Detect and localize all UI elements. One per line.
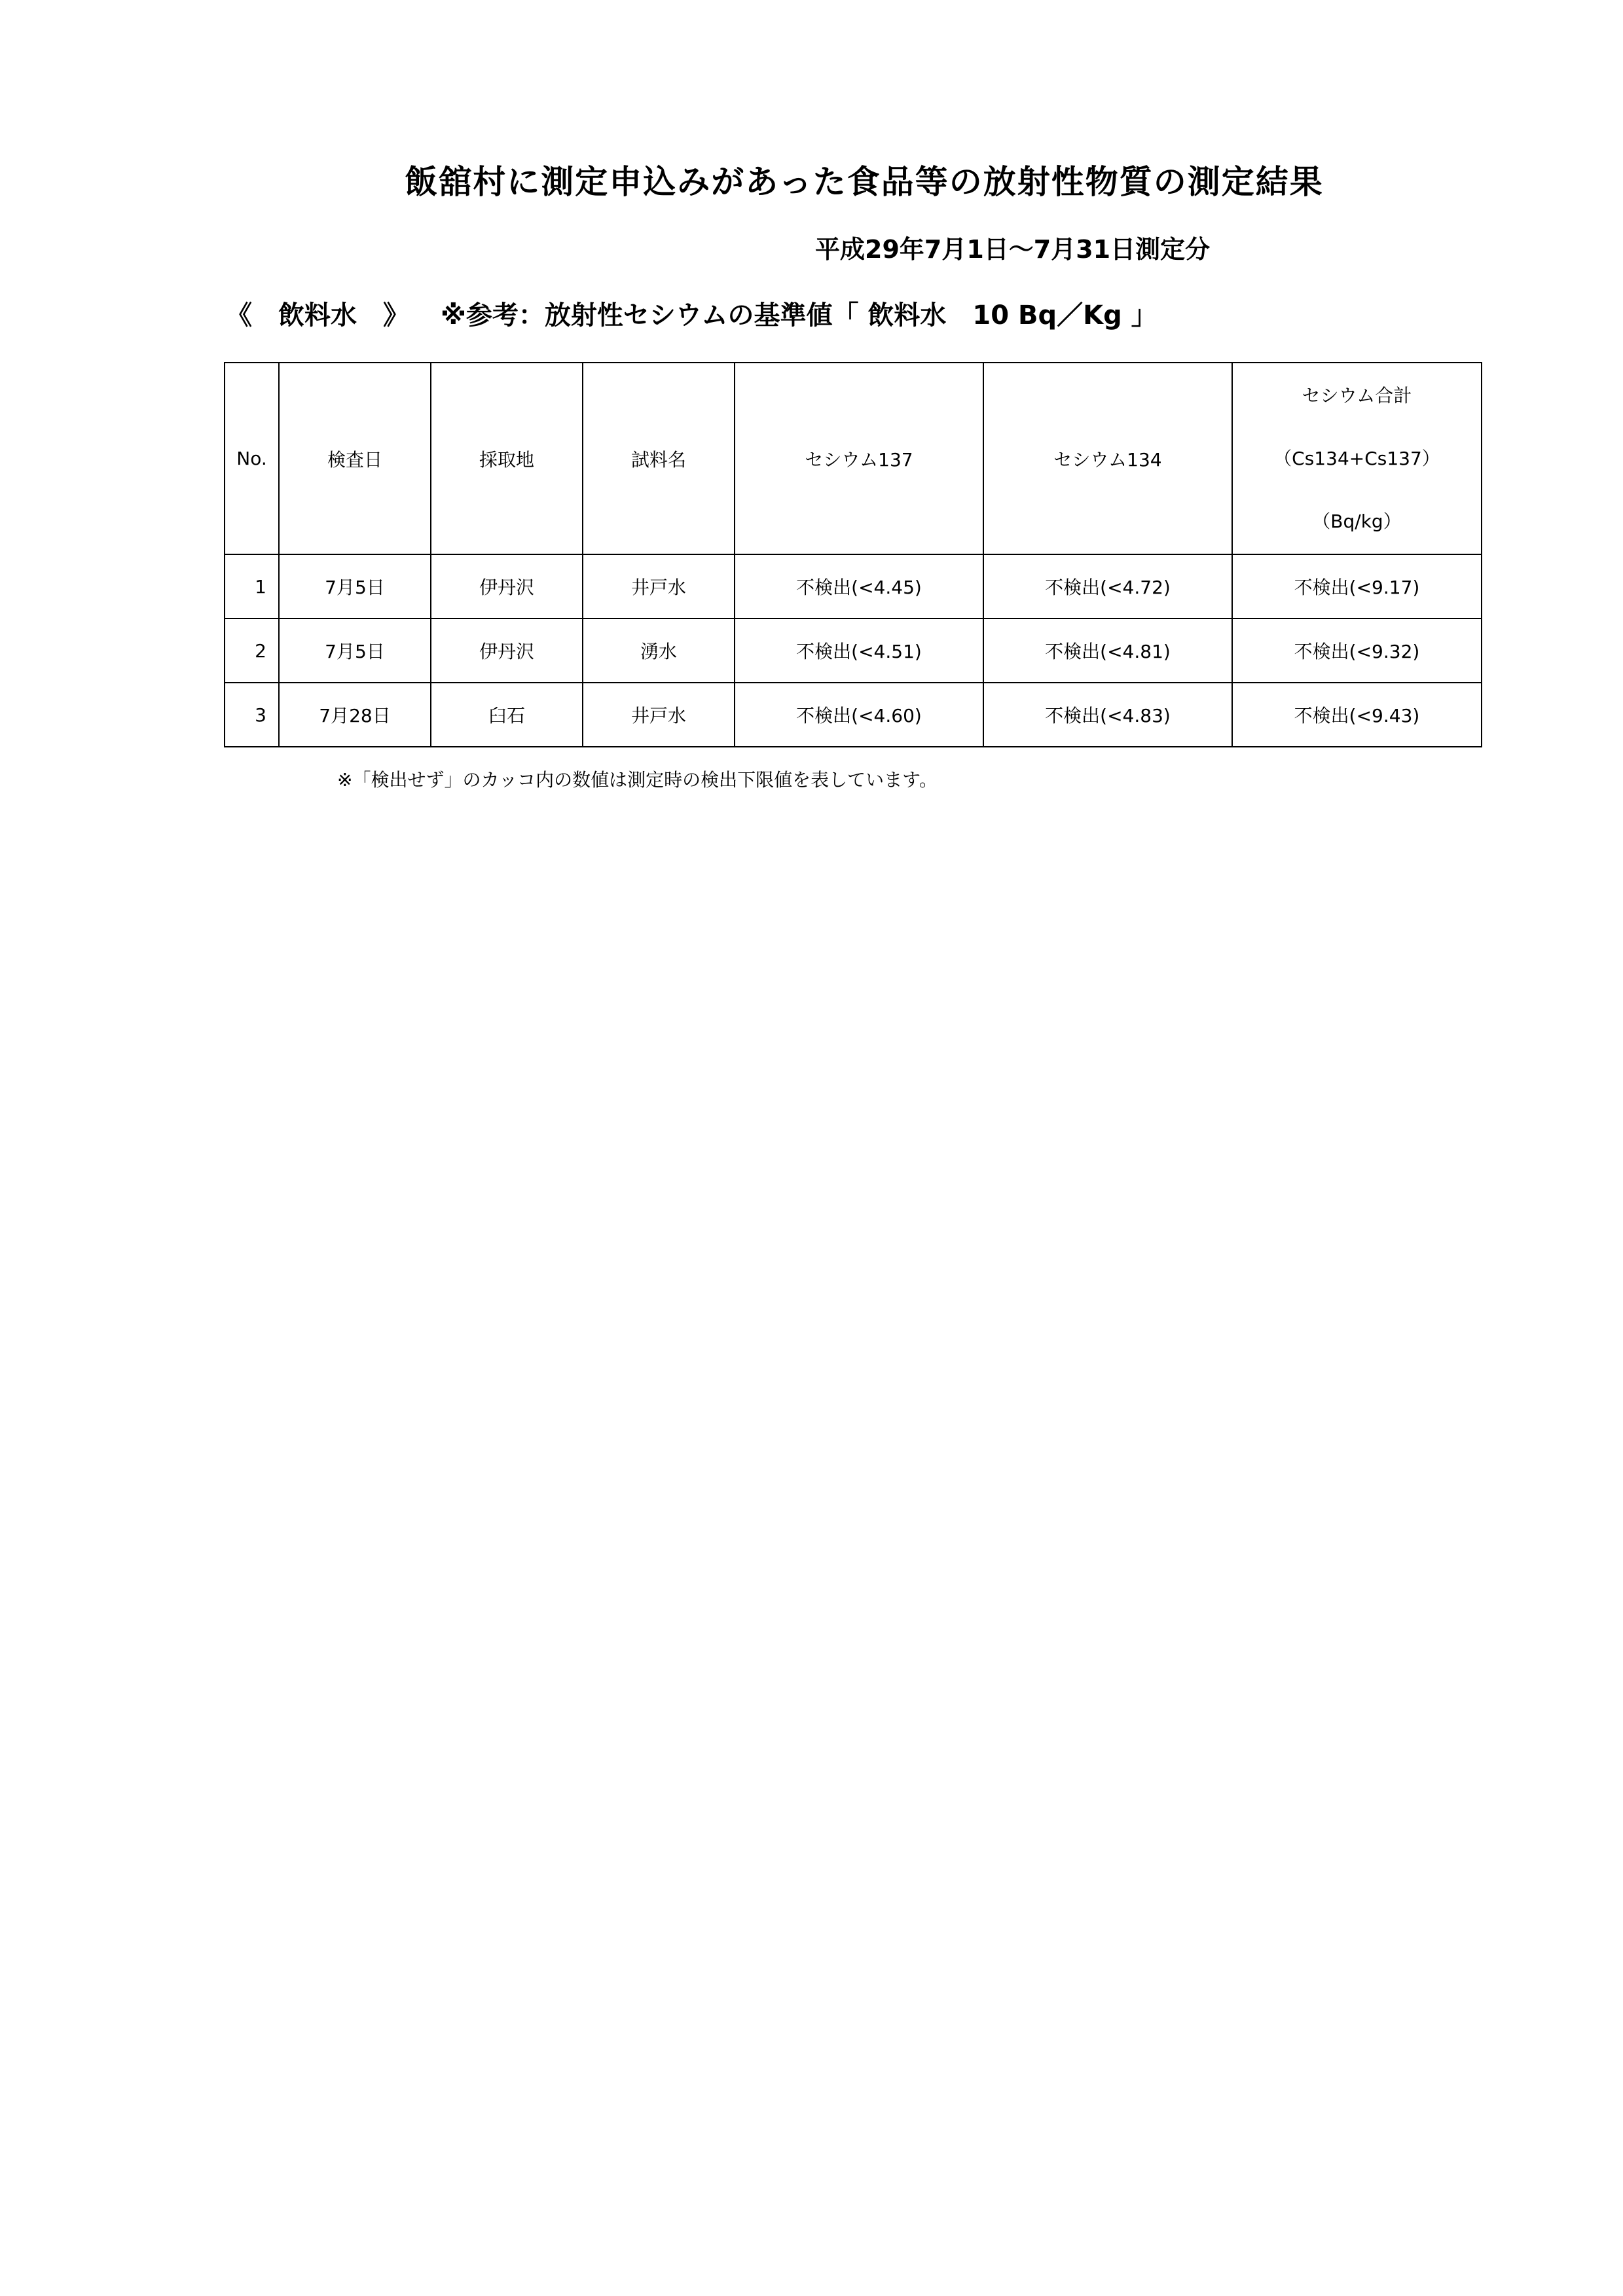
section-heading [226,295,1158,332]
cell-location: 伊丹沢 [431,554,583,619]
header-total-line1: セシウム合計 [1302,384,1412,406]
results-table [224,362,1482,747]
cell-date: 7月5日 [279,554,431,619]
cell-sample: 井戸水 [583,683,735,747]
header-total [1232,363,1482,554]
cell-total: 不検出(<9.43) [1232,683,1482,747]
cell-total: 不検出(<9.17) [1232,554,1482,619]
reference-standard-note: ※参考：放射性セシウムの基準値「 飲料水 10 Bq／Kg 」 [441,300,1158,331]
cell-cs137: 不検出(<4.45) [735,554,983,619]
cell-cs137: 不検出(<4.60) [735,683,983,747]
footnote: ※「検出せず」のカッコ内の数値は測定時の検出下限値を表しています。 [337,769,938,791]
header-total-line2: （Cs134+Cs137） [1273,447,1440,469]
header-row [225,363,1482,554]
cell-cs134: 不検出(<4.83) [983,683,1232,747]
table-row [225,683,1482,747]
cell-cs134: 不検出(<4.81) [983,619,1232,683]
header-location: 採取地 [431,363,583,554]
table-row [225,554,1482,619]
category-label: 《 飲料水 》 [226,300,409,331]
cell-no: 2 [225,619,279,683]
document-title: 飯舘村に測定申込みがあった食品等の放射性物質の測定結果 [405,163,1324,201]
cell-cs134: 不検出(<4.72) [983,554,1232,619]
cell-sample: 湧水 [583,619,735,683]
cell-cs137: 不検出(<4.51) [735,619,983,683]
header-sample: 試料名 [583,363,735,554]
header-cs134: セシウム134 [983,363,1232,554]
cell-no: 3 [225,683,279,747]
header-cs137: セシウム137 [735,363,983,554]
header-no: No. [225,363,279,554]
cell-date: 7月28日 [279,683,431,747]
table-row [225,619,1482,683]
cell-date: 7月5日 [279,619,431,683]
cell-no: 1 [225,554,279,619]
cell-total: 不検出(<9.32) [1232,619,1482,683]
header-total-line3: （Bq/kg） [1312,510,1402,532]
cell-sample: 井戸水 [583,554,735,619]
measurement-period: 平成29年7月1日～7月31日測定分 [815,235,1211,264]
cell-location: 伊丹沢 [431,619,583,683]
header-date: 検査日 [279,363,431,554]
cell-location: 臼石 [431,683,583,747]
